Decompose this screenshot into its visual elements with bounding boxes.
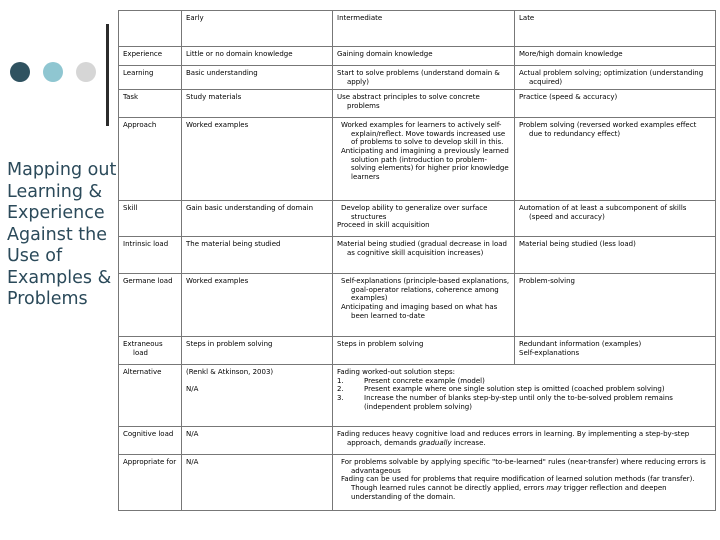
table-row-alternative (119, 365, 716, 427)
skill-intermediate-part-2: Proceed in skill acquisition (337, 221, 430, 230)
row-label: Appropriate for (119, 455, 182, 511)
cell-late: More/high domain knowledge (515, 47, 716, 66)
dot-teal (43, 62, 63, 82)
cell-intermediate (333, 118, 515, 201)
cell-intermediate (333, 274, 515, 337)
approach-intermediate-part-2: Anticipating and imagining a previously learned solution path (introduction to problem-solving elements) for higher prior knowledge learners (341, 146, 509, 181)
cell-intermediate-late (333, 365, 716, 427)
row-label: Extraneous load (119, 337, 182, 365)
table-row-skill (119, 201, 716, 237)
cell-late: Material being studied (less load) (515, 237, 716, 274)
cell-early: The material being studied (182, 237, 333, 274)
cell-intermediate-late (333, 455, 716, 511)
row-label: Germane load (119, 274, 182, 337)
cell-early: Gain basic understanding of domain (182, 201, 333, 237)
row-label: Learning (119, 66, 182, 90)
alternative-early-na: N/A (186, 384, 199, 393)
list-item (337, 394, 711, 411)
appropriate-text-em: may (546, 483, 562, 492)
decorative-dots (10, 62, 100, 86)
cell-early: Worked examples (182, 118, 333, 201)
cognitive-text-post: increase. (451, 438, 486, 447)
cell-late: Practice (speed & accuracy) (515, 90, 716, 118)
cell-intermediate: Start to solve problems (understand domain & apply) (333, 66, 515, 90)
table-row-experience (119, 47, 716, 66)
dot-gray (76, 62, 96, 82)
alternative-early-citation: (Renkl & Atkinson, 2003) (186, 368, 274, 377)
germane-intermediate-part-1: Self-explanations (principle-based explanations, goal-operator relations, coherence among examples) (341, 277, 510, 303)
comparison-table (118, 10, 716, 511)
table-row-germane (119, 274, 716, 337)
cell-late: Actual problem solving; optimization (understanding acquired) (515, 66, 716, 90)
cell-late (515, 337, 716, 365)
row-label: Cognitive load (119, 427, 182, 455)
list-text: Present concrete example (model) (364, 376, 485, 385)
list-number: 2. (337, 385, 344, 394)
cell-intermediate (333, 201, 515, 237)
list-item (337, 385, 711, 394)
header-early: Early (182, 11, 333, 47)
header-late: Late (515, 11, 716, 47)
cell-early: N/A (182, 427, 333, 455)
cell-intermediate: Material being studied (gradual decrease in load as cognitive skill acquisition increases) (333, 237, 515, 274)
cell-intermediate: Gaining domain knowledge (333, 47, 515, 66)
cell-intermediate: Use abstract principles to solve concrete problems (333, 90, 515, 118)
dot-dark (10, 62, 30, 82)
header-cell-empty (119, 11, 182, 47)
cell-early: N/A (182, 455, 333, 511)
cognitive-text-em: gradually (418, 438, 452, 447)
cognitive-text-pre: Fading reduces heavy cognitive load and reduces errors in learning. By implementing a step-by-step approach, demands (337, 430, 690, 447)
cell-early: Little or no domain knowledge (182, 47, 333, 66)
appropriate-text-pre: Fading can be used for problems that require modification of learned solution methods (far transfer). Though learned rules cannot be directly applied, errors (341, 475, 695, 492)
table-row-learning (119, 66, 716, 90)
extraneous-late-part-1: Redundant information (examples) (519, 340, 642, 349)
cell-early: Steps in problem solving (182, 337, 333, 365)
list-text: Present example where one single solution step is omitted (coached problem solving) (364, 385, 665, 394)
row-label: Skill (119, 201, 182, 237)
appropriate-text-post: trigger reflection and deepen understanding of the domain. (351, 483, 667, 501)
row-label: Alternative (119, 365, 182, 427)
skill-intermediate-part-1: Develop ability to generalize over surface structures (341, 204, 488, 221)
table-row-task (119, 90, 716, 118)
row-label: Approach (119, 118, 182, 201)
list-number: 3. (337, 393, 344, 402)
cell-late: Problem solving (reversed worked examples effect due to redundancy effect) (515, 118, 716, 201)
appropriate-part-1: For problems solvable by applying specific "to-be-learned" rules (near-transfer) where reducing errors is advantageous (341, 458, 706, 475)
table-row-extraneous (119, 337, 716, 365)
germane-intermediate-part-2: Anticipating and imaging based on what has been learned to-date (341, 302, 498, 320)
table-row-cognitive (119, 427, 716, 455)
row-label: Task (119, 90, 182, 118)
row-label: Experience (119, 47, 182, 66)
list-number: 1. (337, 376, 344, 385)
alternative-intro: Fading worked-out solution steps: (337, 368, 456, 377)
table-row-approach (119, 118, 716, 201)
list-text: Increase the number of blanks step-by-step until only the to-be-solved problem remains (independent problem solving) (364, 393, 673, 411)
row-label: Intrinsic load (119, 237, 182, 274)
cell-early: Study materials (182, 90, 333, 118)
header-row (119, 11, 716, 47)
appropriate-part-2 (337, 475, 711, 501)
cell-early: Basic understanding (182, 66, 333, 90)
vertical-divider (106, 24, 109, 126)
approach-intermediate-part-1: Worked examples for learners to actively self-explain/reflect. Move towards increased use of problems to solve to develop skill in this. (341, 121, 506, 147)
cell-early (182, 365, 333, 427)
cell-intermediate: Steps in problem solving (333, 337, 515, 365)
extraneous-late-part-2: Self-explanations (519, 348, 580, 357)
cell-intermediate-late (333, 427, 716, 455)
cell-late: Automation of at least a subcomponent of skills (speed and accuracy) (515, 201, 716, 237)
table-row-intrinsic (119, 237, 716, 274)
cell-early: Worked examples (182, 274, 333, 337)
slide-title: Mapping out Learning & Experience Against the Use of Examples & Problems (7, 160, 117, 309)
list-item (337, 377, 711, 386)
table-row-appropriate (119, 455, 716, 511)
cell-late: Problem-solving (515, 274, 716, 337)
header-intermediate: Intermediate (333, 11, 515, 47)
